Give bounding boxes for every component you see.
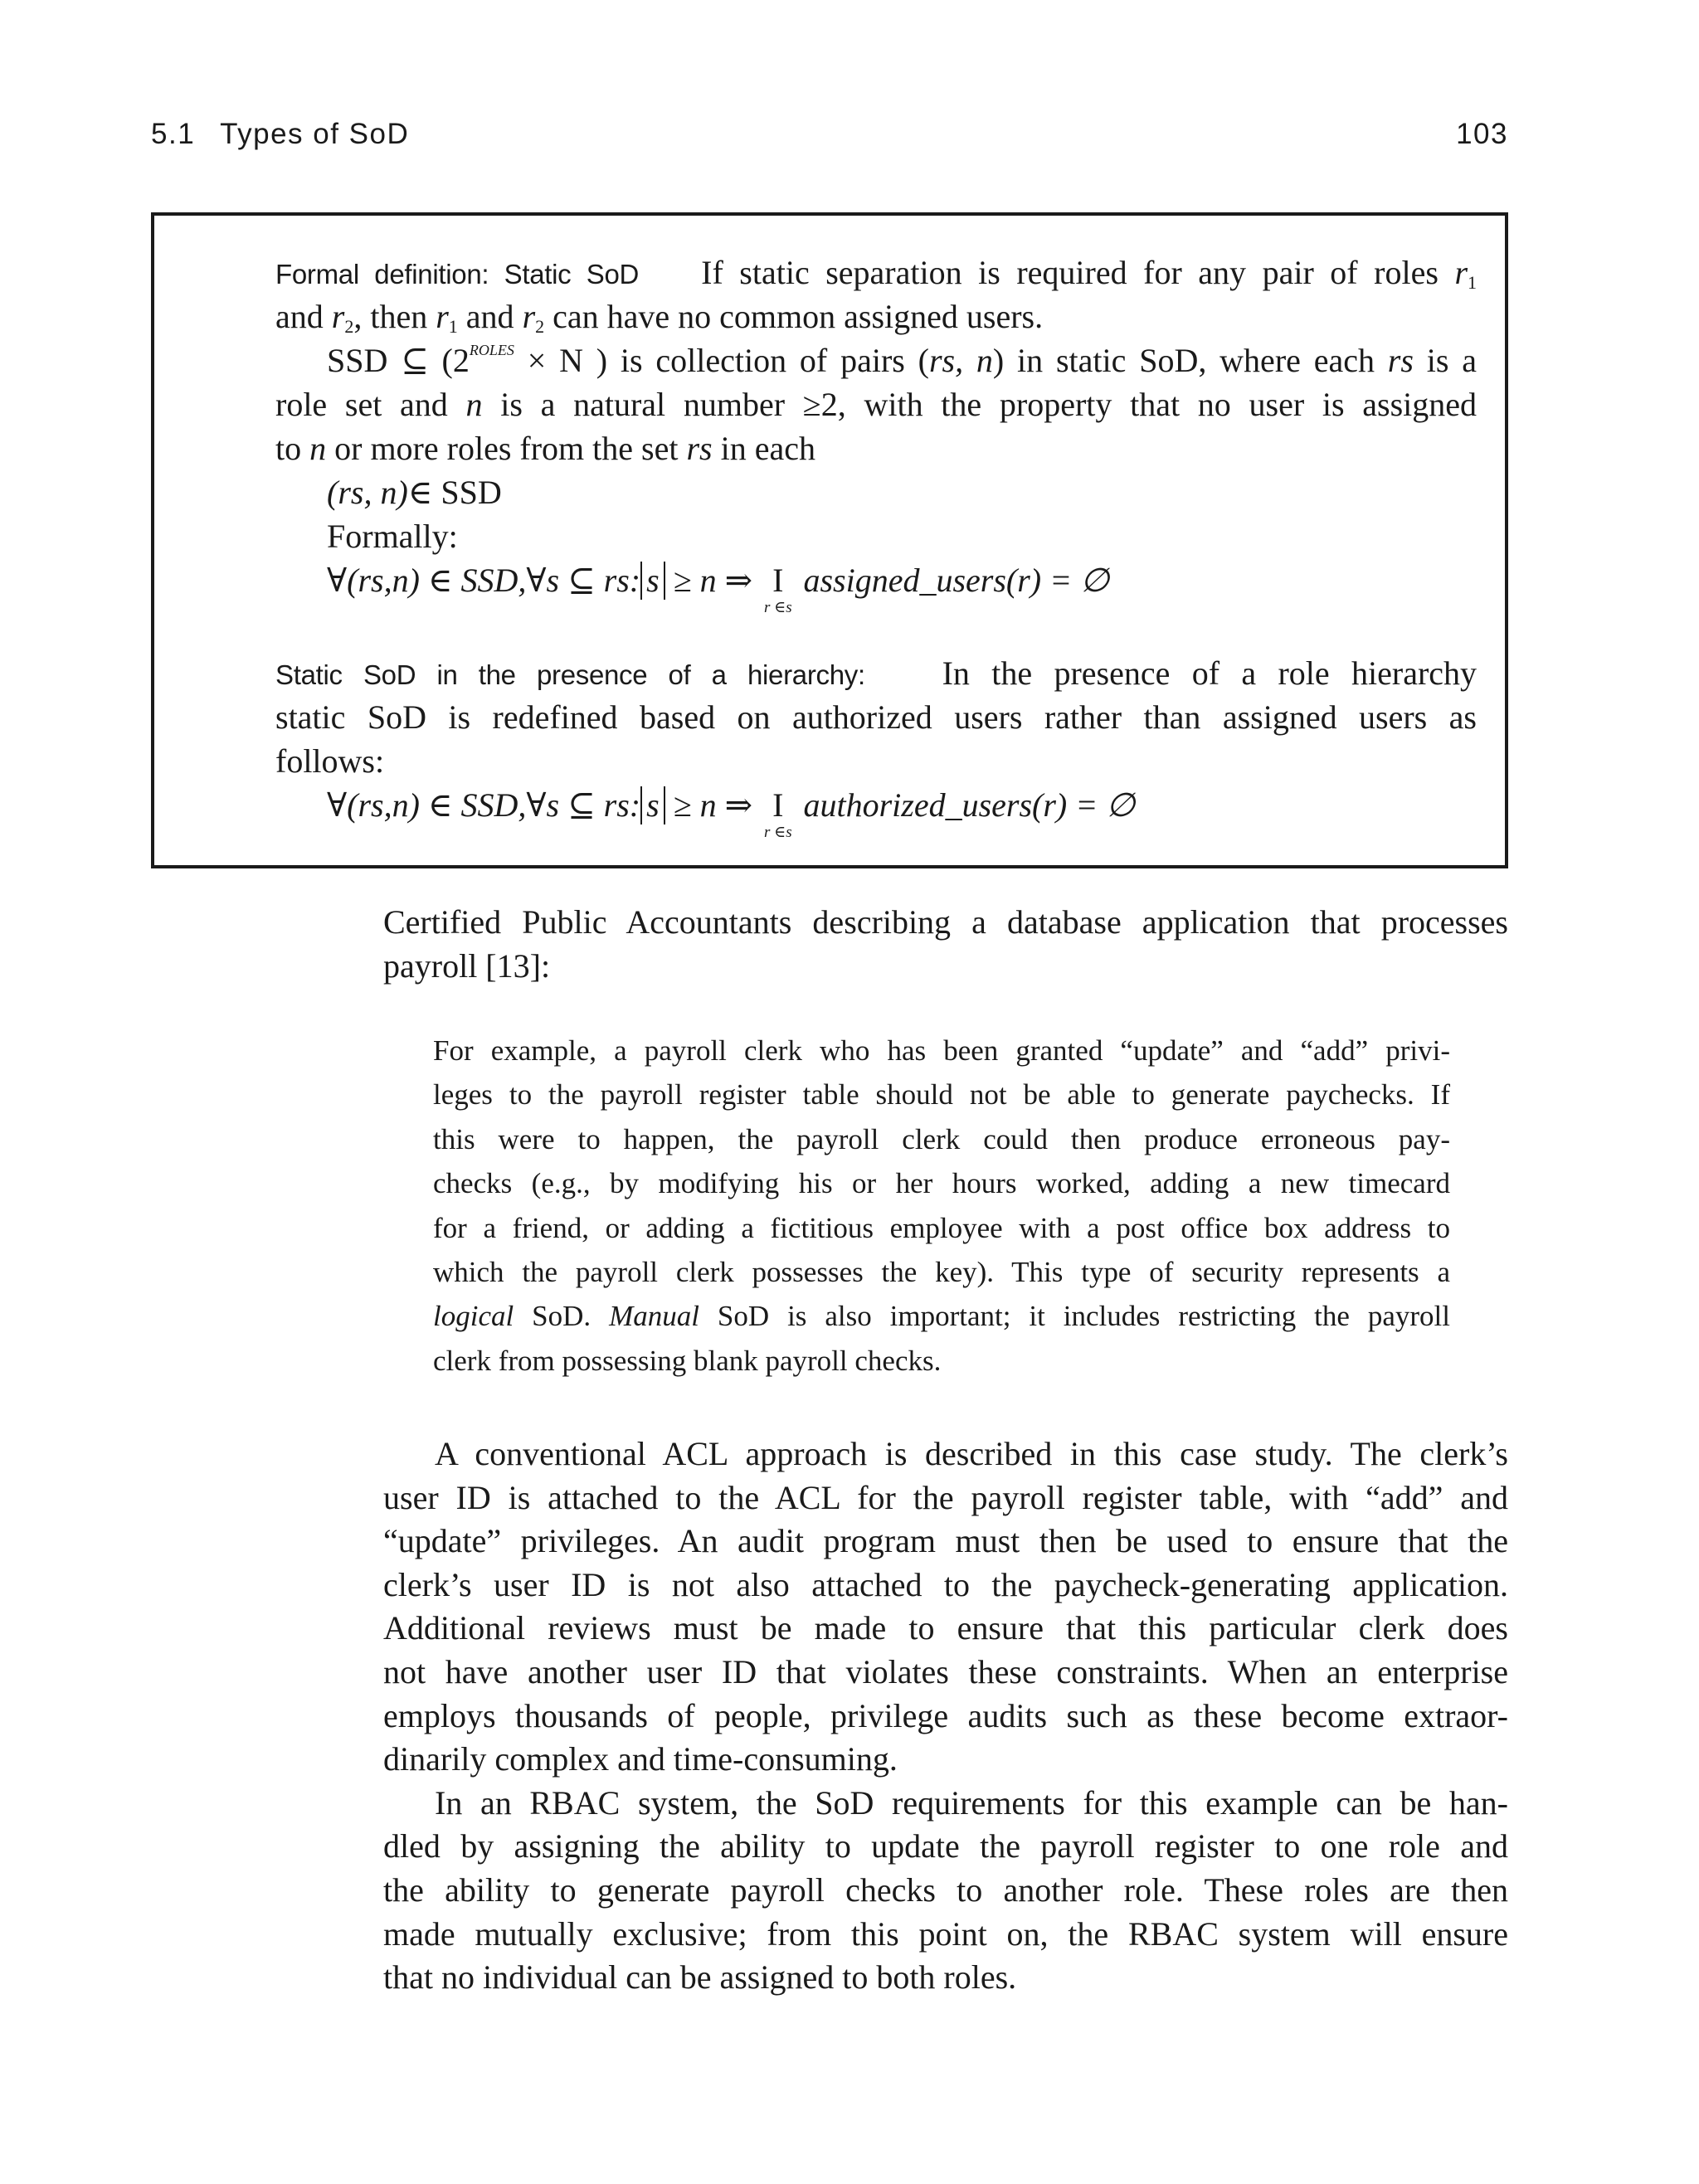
assigned-users-formula: ∀(rs,n) ∈ SSD,∀s ⊆ rs: s ≥ n ⇒ I r ∈s assigned_users(r) = ∅ xyxy=(275,558,1477,626)
block-quote xyxy=(433,1029,1450,1383)
intersection-subscript: r ∈s xyxy=(763,824,792,841)
hierarchy-line-2: static SoD is redefined based on authorized users rather than assigned users as xyxy=(275,698,1477,736)
definition-line-2: and $r_2$, then $r_1$ and $r_2$ can have no common assigned users. xyxy=(275,298,1044,337)
text-line: dinarily complex and time-consuming. xyxy=(383,1740,898,1778)
text-line: “update” privileges. An audit program must then be used to ensure that the xyxy=(383,1522,1508,1560)
text-line: employs thousands of people, privilege audits such as these become extraor- xyxy=(383,1696,1508,1734)
formally-label: Formally: xyxy=(327,518,458,555)
text-line: dled by assigning the ability to update the payroll register to one role and xyxy=(383,1827,1508,1865)
quote-line: for a friend, or adding a fictitious employee with a post office box address to xyxy=(433,1211,1450,1244)
intersection-operator: I r ∈s xyxy=(763,562,792,616)
text-line: the ability to generate payroll checks to another role. These roles are then xyxy=(383,1870,1508,1909)
intersection-operator: I r ∈s xyxy=(763,786,792,841)
paragraph-acl-approach xyxy=(383,1432,1508,2000)
hierarchy-label: Static SoD in the presence of a hierarchy: xyxy=(275,659,865,690)
hierarchy-line-3: follows: xyxy=(275,742,385,780)
text-line: that no individual can be assigned to both roles. xyxy=(383,1958,1017,1997)
definition-line-3: SSD ⊆ ($2^{ROLES} \times N$ ) is collection of pairs (rs, n) in static SoD, where each rs is a xyxy=(327,342,1477,379)
text-line: user ID is attached to the ACL for the payroll register table, with “add” and xyxy=(383,1478,1508,1516)
section-title: Types of SoD xyxy=(220,118,410,150)
definition-label: Formal definition: Static SoD xyxy=(275,259,640,289)
definition-box xyxy=(151,212,1508,868)
intro-paragraph xyxy=(383,901,1508,988)
definition-line-6: (rs, n)∈ SSD xyxy=(327,474,502,511)
quote-line: For example, a payroll clerk who has been granted “update” and “add” privi- xyxy=(433,1034,1450,1067)
cardinality-bars: s xyxy=(640,562,665,600)
quote-line: logical SoD. Manual SoD is also important; it includes restricting the payroll xyxy=(433,1300,1450,1333)
cardinality-bars: s xyxy=(640,786,665,824)
text-line: A conventional ACL approach is described in this case study. The clerk’s xyxy=(435,1435,1508,1472)
quote-line: checks (e.g., by modifying his or her hours worked, adding a new timecard xyxy=(433,1167,1450,1200)
quote-line: which the payroll clerk possesses the key). This type of security represents a xyxy=(433,1255,1450,1288)
definition-box-content xyxy=(275,251,1477,851)
definition-line-1: Formal definition: Static SoD If static separation is required for any pair of roles $r_1$ xyxy=(275,254,1477,293)
authorized-users-formula: ∀(rs,n) ∈ SSD,∀s ⊆ rs: s ≥ n ⇒ I r ∈s authorized_users(r) = ∅ xyxy=(275,783,1477,851)
text-line: made mutually exclusive; from this point on, the RBAC system will ensure xyxy=(383,1914,1508,1953)
text-line: not have another user ID that violates these constraints. When an enterprise xyxy=(383,1652,1508,1690)
definition-line-4: role set and n is a natural number ≥2, with the property that no user is assigned xyxy=(275,386,1477,423)
hierarchy-line-1: Static SoD in the presence of a hierarchy: In the presence of a role hierarchy xyxy=(275,654,1477,692)
quote-line: leges to the payroll register table should not be able to generate paychecks. If xyxy=(433,1078,1450,1111)
text-line: clerk’s user ID is not also attached to the paycheck-generating application. xyxy=(383,1565,1508,1603)
quote-line: clerk from possessing blank payroll checks. xyxy=(433,1344,942,1377)
text-line: Additional reviews must be made to ensure that this particular clerk does xyxy=(383,1609,1508,1647)
text-line: payroll [13]: xyxy=(383,946,551,985)
intersection-subscript: r ∈s xyxy=(763,599,792,616)
section-number: 5.1 xyxy=(151,118,196,150)
quote-line: this were to happen, the payroll clerk could then produce erroneous pay- xyxy=(433,1122,1450,1155)
definition-line-5: to n or more roles from the set rs in each xyxy=(275,430,815,467)
section-heading xyxy=(151,118,409,151)
text-line: Certified Public Accountants describing a database application that processes xyxy=(383,903,1508,941)
page-number: 103 xyxy=(1456,118,1508,150)
text-line: In an RBAC system, the SoD requirements for this example can be han- xyxy=(435,1783,1508,1822)
